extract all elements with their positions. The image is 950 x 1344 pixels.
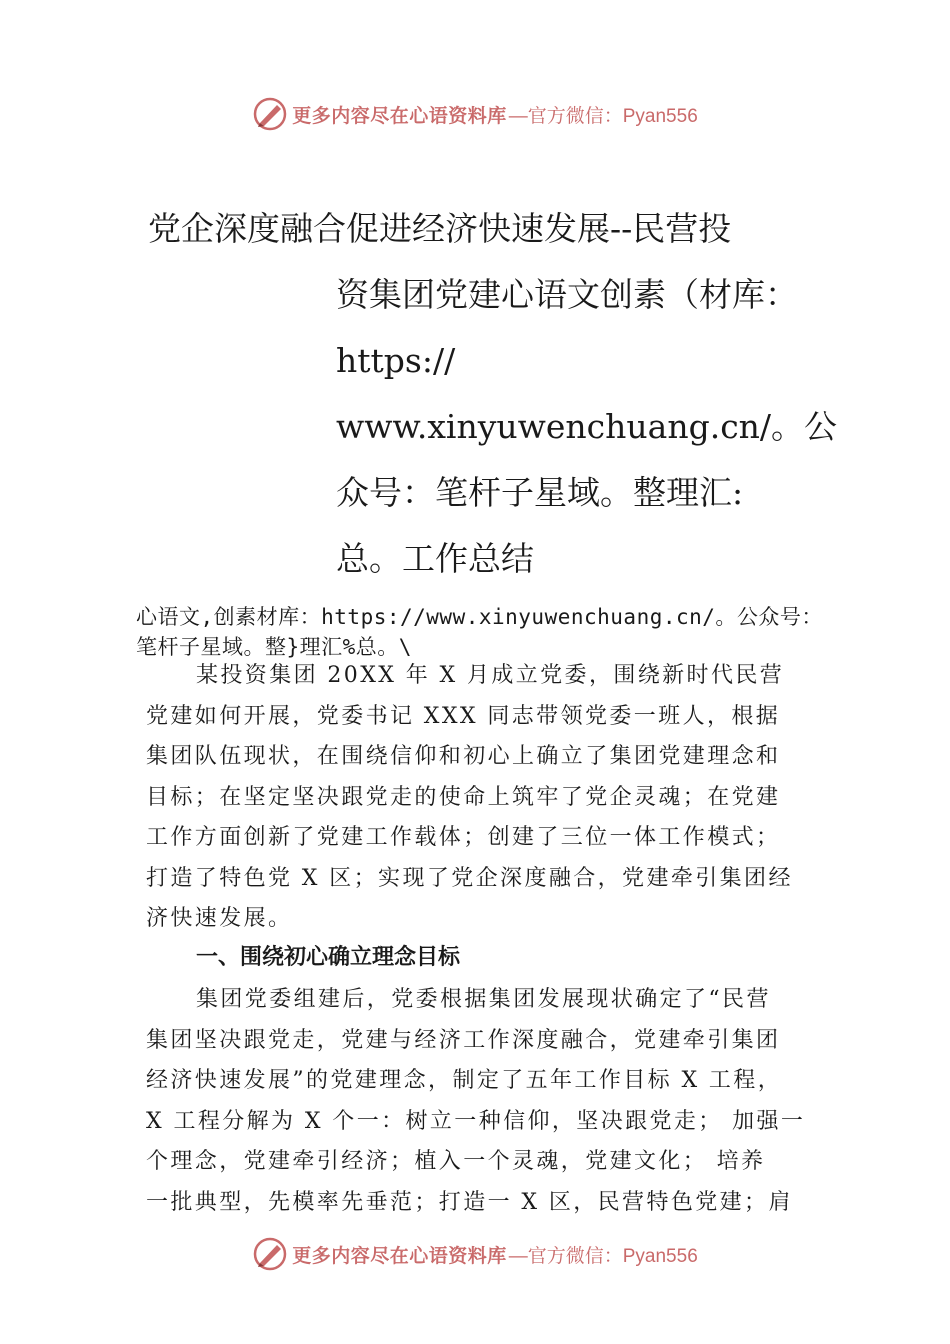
- header-watermark-banner: [0, 94, 950, 134]
- paragraph-line: 济快速发展。: [146, 906, 293, 931]
- banner-brand-text: 更多内容尽在心语资料库: [292, 104, 507, 127]
- paragraph-line: X 工程分解为 X 个一：树立一种信仰，坚决跟党走； 加强一: [146, 1108, 806, 1134]
- paragraph-line: 目标；在坚定坚决跟党走的使命上筑牢了党企灵魂；在党建: [146, 784, 781, 810]
- banner-contact-text: —官方微信：Pyan556: [508, 105, 698, 127]
- title-line: 党企深度融合促进经济快速发展--民营投: [148, 209, 732, 248]
- section-heading: 一、围绕初心确立理念目标: [196, 945, 461, 970]
- pen-seal-logo-icon: [252, 1236, 288, 1272]
- paragraph-line: 经济快速发展”的党建理念，制定了五年工作目标 X 工程，: [146, 1068, 783, 1093]
- paragraph-line: 工作方面创新了党建工作载体；创建了三位一体工作模式；: [146, 825, 781, 850]
- paragraph-line: 个理念，党建牵引经济；植入一个灵魂，党建文化； 培养: [146, 1149, 766, 1174]
- paragraph-line: 某投资集团 20XX 年 X 月成立党委，围绕新时代民营: [196, 663, 785, 688]
- source-note-line: 笔杆子星域。整}理汇%总。\: [136, 635, 412, 659]
- source-note: [136, 602, 856, 662]
- pen-seal-logo-icon: [252, 96, 288, 132]
- footer-watermark-banner: [0, 1234, 950, 1274]
- title-line: 众号：笔杆子星域。整理汇:: [336, 473, 744, 512]
- body-paragraph-intro: [146, 656, 810, 940]
- title-line: https://: [336, 341, 456, 380]
- title-line: 资集团党建心语文创素（材库：: [336, 275, 798, 314]
- paragraph-line: 党建如何开展，党委书记 XXX 同志带领党委一班人，根据: [146, 703, 781, 729]
- banner-contact-text: —官方微信：Pyan556: [508, 1245, 698, 1267]
- paragraph-line: 集团队伍现状，在围绕信仰和初心上确立了集团党建理念和: [146, 744, 781, 769]
- title-line: www.xinyuwenchuang.cn/。公: [336, 407, 838, 446]
- source-note-line: 心语文,创素材库：https://www.xinyuwenchuang.cn/。公众号：: [136, 605, 823, 629]
- paragraph-line: 一批典型，先模率先垂范；打造一 X 区，民营特色党建；肩: [146, 1189, 793, 1215]
- banner-brand-text: 更多内容尽在心语资料库: [292, 1244, 507, 1267]
- body-paragraph-section1: [146, 980, 810, 1223]
- paragraph-line: 集团坚决跟党走，党建与经济工作深度融合，党建牵引集团: [146, 1027, 781, 1053]
- title-line: 总。工作总结: [336, 539, 534, 578]
- paragraph-line: 集团党委组建后，党委根据集团发展现状确定了“民营: [196, 987, 771, 1012]
- paragraph-line: 打造了特色党 X 区；实现了党企深度融合，党建牵引集团经: [146, 865, 793, 891]
